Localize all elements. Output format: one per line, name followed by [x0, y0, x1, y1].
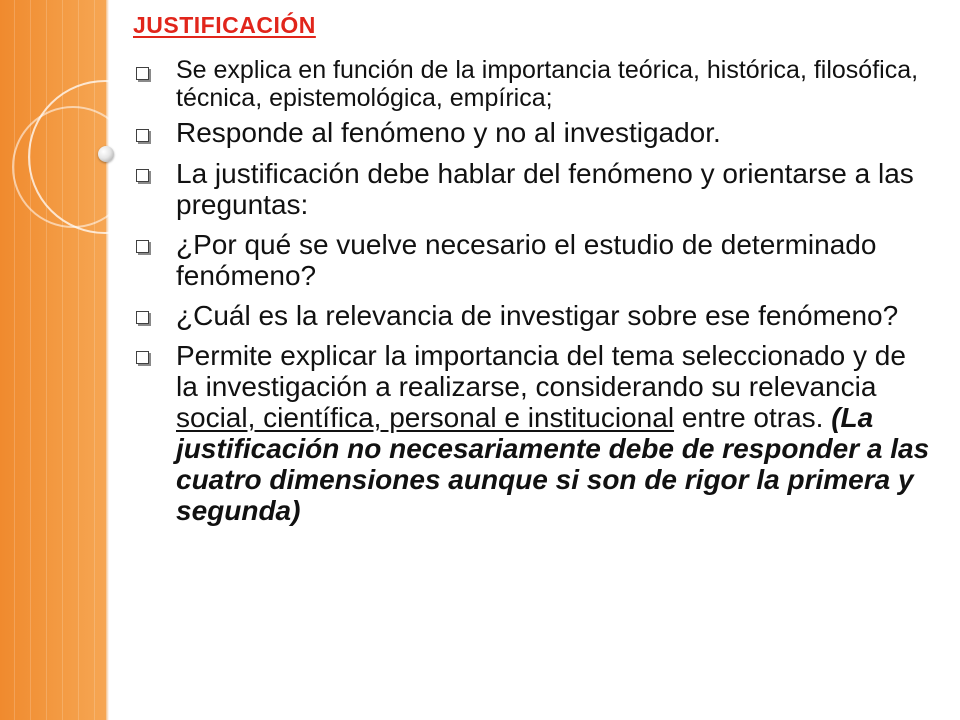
hollow-square-bullet-icon [136, 351, 149, 364]
side-band-edge [106, 0, 109, 720]
list-item-text: La justificación debe hablar del fenómeno y orientarse a las preguntas: [176, 158, 914, 220]
list-item-text: Responde al fenómeno y no al investigador. [176, 117, 721, 148]
list-item-text: ¿Por qué se vuelve necesario el estudio de determinado fenómeno? [176, 229, 877, 291]
list-item [130, 56, 930, 112]
list-item-text: Se explica en función de la importancia teórica, histórica, filosófica, técnica, epistemológica, empírica; [176, 56, 919, 112]
list-item [130, 158, 930, 220]
list-item [130, 117, 930, 149]
hollow-square-bullet-icon [136, 67, 149, 80]
list-item [130, 229, 930, 291]
list-item-text-after: entre otras. [674, 402, 832, 433]
decorative-dot [98, 146, 114, 162]
underlined-dimensions: social, científica, personal e institucional [176, 402, 675, 433]
hollow-square-bullet-icon [136, 129, 149, 142]
bullet-list [130, 56, 930, 526]
list-item [130, 300, 930, 331]
hollow-square-bullet-icon [136, 169, 149, 182]
list-item [130, 340, 930, 526]
decorative-side-band [0, 0, 106, 720]
emphasis-note: (La justificación no necesariamente debe de responder a las cuatro dimensiones aunque si son de rigor la primera y segunda) [176, 402, 930, 526]
hollow-square-bullet-icon [136, 311, 149, 324]
hollow-square-bullet-icon [136, 240, 149, 253]
list-item-text: ¿Cuál es la relevancia de investigar sobre ese fenómeno? [176, 300, 899, 331]
list-item-text: Permite explicar la importancia del tema seleccionado y de la investigación a realizarse, considerando su relevancia [176, 340, 906, 402]
slide-title: JUSTIFICACIÓN [133, 12, 316, 38]
